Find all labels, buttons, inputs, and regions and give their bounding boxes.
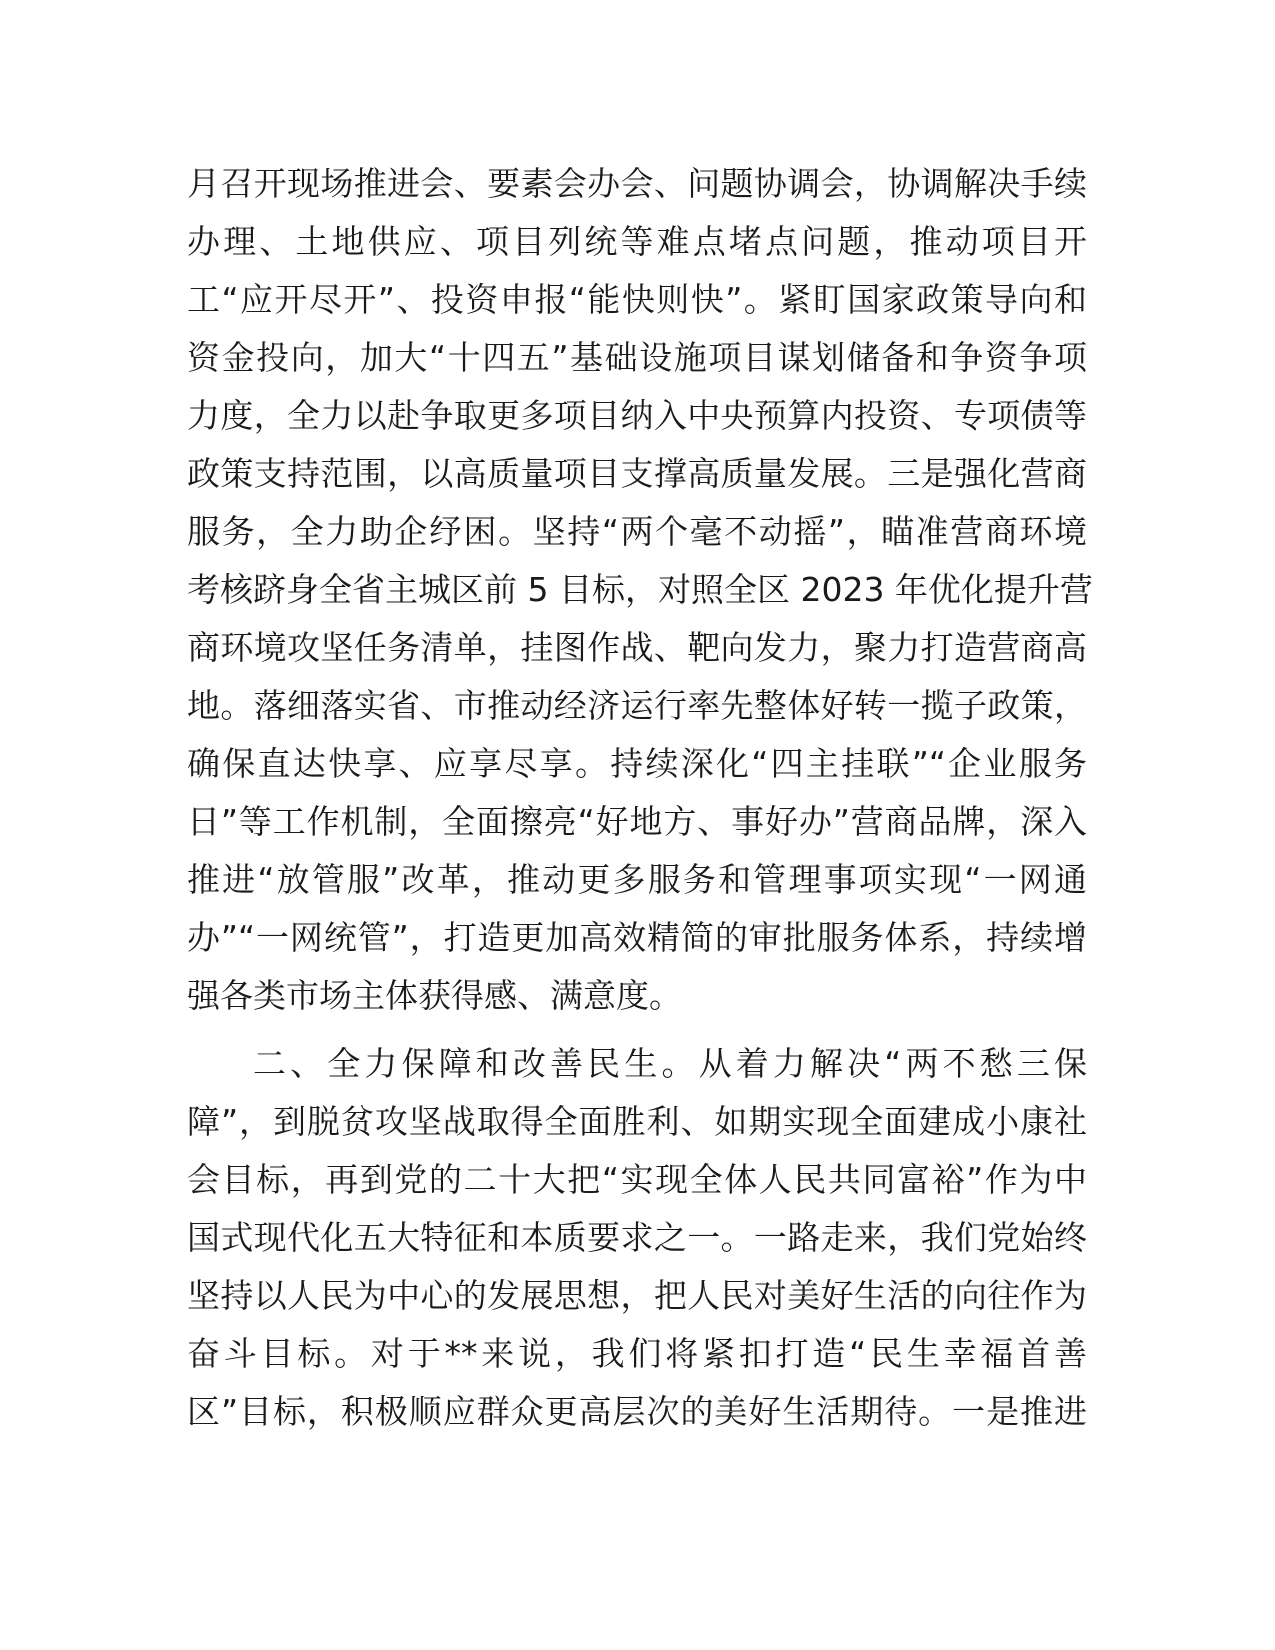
text-line: 日”等工作机制，全面擦亮“好地方、事好办”营商品牌，深入 (187, 802, 1087, 841)
text-line: 月召开现场推进会、要素会办会、问题协调会，协调解决手续 (187, 164, 1087, 203)
document-body (187, 155, 1093, 1441)
text-line: 区”目标，积极顺应群众更高层次的美好生活期待。一是推进 (187, 1392, 1087, 1431)
paragraph-spacer (187, 1025, 1087, 1035)
paragraph-livelihood (187, 1035, 1087, 1441)
text-line: 坚持以人民为中心的发展思想，把人民对美好生活的向往作为 (187, 1276, 1087, 1315)
paragraph-economy-services (187, 155, 1093, 1025)
text-line: 会目标，再到党的二十大把“实现全体人民共同富裕”作为中 (187, 1160, 1087, 1199)
text-line: 考核跻身全省主城区前 5 目标，对照全区 2023 年优化提升营 (187, 570, 1093, 609)
text-line: 办”“一网统管”，打造更加高效精简的审批服务体系，持续增 (187, 918, 1087, 957)
text-line: 政策支持范围，以高质量项目支撑高质量发展。三是强化营商 (187, 454, 1087, 493)
text-line: 地。落细落实省、市推动经济运行率先整体好转一揽子政策， (187, 686, 1087, 725)
text-line: 二、全力保障和改善民生。从着力解决“两不愁三保 (253, 1044, 1087, 1083)
text-line: 资金投向，加大“十四五”基础设施项目谋划储备和争资争项 (187, 338, 1087, 377)
text-line: 办理、土地供应、项目列统等难点堵点问题，推动项目开 (187, 222, 1087, 261)
text-line: 强各类市场主体获得感、满意度。 (187, 976, 682, 1015)
text-line: 力度，全力以赴争取更多项目纳入中央预算内投资、专项债等 (187, 396, 1087, 435)
text-line: 服务，全力助企纾困。坚持“两个毫不动摇”，瞄准营商环境 (187, 512, 1087, 551)
text-line: 商环境攻坚任务清单，挂图作战、靶向发力，聚力打造营商高 (187, 628, 1087, 667)
text-line: 奋斗目标。对于**来说，我们将紧扣打造“民生幸福首善 (187, 1334, 1087, 1373)
text-line: 推进“放管服”改革，推动更多服务和管理事项实现“一网通 (187, 860, 1087, 899)
text-line: 确保直达快享、应享尽享。持续深化“四主挂联”“企业服务 (187, 744, 1087, 783)
text-line: 国式现代化五大特征和本质要求之一。一路走来，我们党始终 (187, 1218, 1087, 1257)
text-line: 工“应开尽开”、投资申报“能快则快”。紧盯国家政策导向和 (187, 280, 1087, 319)
text-line: 障”，到脱贫攻坚战取得全面胜利、如期实现全面建成小康社 (187, 1102, 1087, 1141)
